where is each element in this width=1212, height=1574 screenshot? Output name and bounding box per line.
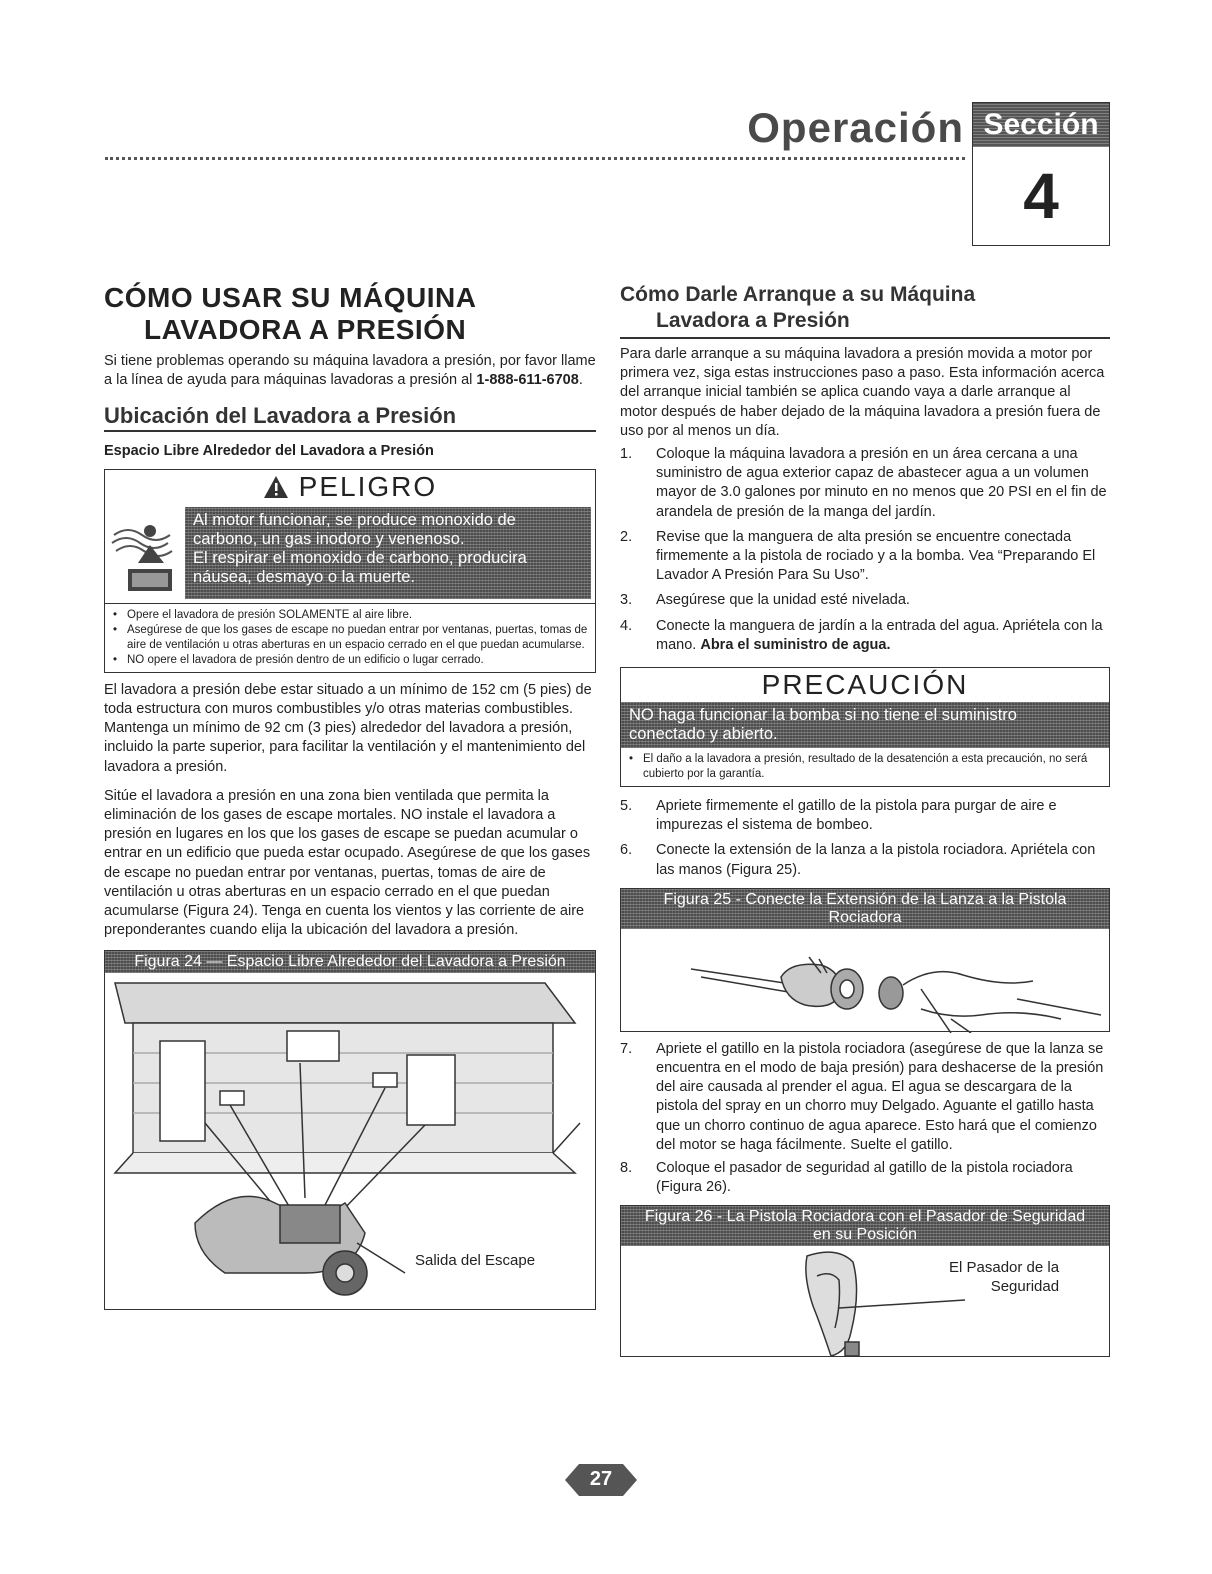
figure-25 — [620, 888, 1110, 1032]
steps-list-c — [620, 1040, 1110, 1198]
lance-connection-drawing — [621, 929, 1107, 1033]
figure-26-caption: Figura 26 - La Pistola Rociadora con el Pasador de Seguridad en su Posición — [621, 1206, 1109, 1246]
main-heading — [104, 282, 596, 346]
list-item: 8. Coloque el pasador de seguridad al gatillo de la pistola rociadora (Figura 26). — [620, 1160, 1073, 1196]
figure-24-caption: Figura 24 — Espacio Libre Alrededor del Lavadora a Presión — [105, 951, 595, 973]
intro-paragraph: Si tiene problemas operando su máquina lavadora a presión, por favor llame a la línea de ayuda para máquinas lavadoras a presión al 1-888-611-6708. — [104, 353, 596, 389]
danger-box — [104, 469, 596, 673]
section-box — [972, 102, 1110, 246]
list-item: 5. Apriete firmemente el gatillo de la pistola para purgar de aire e impurezas el sistema de bombeo. — [620, 798, 1057, 834]
page-title: Operación — [747, 104, 964, 151]
list-item: • El daño a la lavadora a presión, resultado de la desatención a esta precaución, no será cubierto por la garantía. — [627, 752, 1103, 782]
section-number: 4 — [1023, 160, 1059, 232]
caution-bullets — [621, 748, 1109, 786]
list-item: • Opere el lavadora de presión SOLAMENTE al aire libre. — [111, 608, 589, 623]
page-number: 27 — [589, 1468, 613, 1490]
clearance-heading: Espacio Libre Alrededor del Lavadora a Presión — [104, 442, 434, 459]
danger-title: PELIGRO — [105, 470, 595, 507]
figure-26-illustration — [621, 1246, 1109, 1358]
figure-24 — [104, 950, 596, 1310]
exhaust-outlet-label: Salida del Escape — [415, 1252, 536, 1270]
list-item: 4. Conecte la manguera de jardín a la entrada del agua. Apriétela con la mano. Abra el suministro de agua. — [620, 617, 1103, 653]
list-item: 1. Coloque la máquina lavadora a presión en un área cercana a una suministro de agua exterior capaz de abastecer agua a un volumen mayor de 3.0 galones por minuto en no menos que 20 PSI en el fin de arandela de presión de la manga del jardín. — [620, 446, 1107, 520]
list-item: 3. Asegúrese que la unidad esté nivelada. — [620, 592, 910, 609]
helpline-phone: 1-888-611-6708 — [476, 372, 579, 389]
caution-box — [620, 667, 1110, 787]
warning-triangle-icon — [263, 473, 289, 507]
danger-bullets — [105, 603, 595, 672]
list-item: 2. Revise que la manguera de alta presión se encuentre conectada firmemente a la pistola de rociado y a la bomba. Vea “Preparando El Lavador A Presión Para Su Uso”. — [620, 528, 1096, 584]
figure-24-illustration — [105, 973, 595, 1309]
safety-pin-label: El Pasador de la Seguridad — [949, 1259, 1060, 1296]
exhaust-hazard-icon — [105, 507, 185, 603]
danger-band: Al motor funcionar, se produce monoxido de carbono, un gas inodoro y venenoso. El respirar el monoxido de carbono, producira náusea, desmayo o la muerte. — [185, 507, 591, 599]
steps-list-b — [620, 797, 1110, 880]
header-rule — [105, 157, 965, 160]
right-column — [620, 282, 1110, 1357]
main-heading-line2: LAVADORA A PRESIÓN — [144, 314, 467, 345]
clearance-paragraph: El lavadora a presión debe estar situado a un mínimo de 152 cm (5 pies) de toda estructura con muros combustibles y/o otras materias combustibles. Mantenga un mínimo de 92 cm (3 pies) alrededor del lavadora a presión, incluido la parte superior, para facilitar la ventilación y el mantenimiento del lavadora a presión. — [104, 681, 592, 775]
figure-25-caption: Figura 25 - Conecte la Extensión de la Lanza a la Pistola Rociadora — [621, 889, 1109, 929]
danger-band-row — [105, 507, 595, 603]
left-column — [104, 282, 596, 1310]
section-label: Sección — [973, 103, 1109, 147]
steps-list-a — [620, 445, 1110, 655]
list-item: • NO opere el lavadora de presión dentro de un edificio o lugar cerrado. — [111, 653, 589, 668]
ventilation-paragraph: Sitúe el lavadora a presión en una zona bien ventilada que permita la eliminación de los gases de escape mortales. NO instale el lavadora a presión en lugares en los que los gases de escape se puedan acumular o entrar en un edificio que pueda estar ocupado. Asegúrese de que los gases de escape no puedan entrar por ventanas, puertas, tomas de aire de ventilación u otras aberturas en un espacio cerrado en el que puedan acumularse (Figura 24). Tenga en cuenta los vientos y las corriente de aire preponderantes cuando elija la ubicación del lavadora a presión. — [104, 787, 591, 939]
location-heading: Ubicación del Lavadora a Presión — [104, 406, 596, 431]
page-number-badge — [565, 1462, 637, 1498]
list-item: 7. Apriete el gatillo en la pistola rociadora (asegúrese de que la lanza se encuentra en el modo de baja presión) para deshacerse de la presión del aire causada al prender el agua. El agua se descargara de la pistola del spray en un chorro muy Delgado. Aguante el gatillo hasta que un chorro continuo de agua aparece. Esto hará que el comienzo del motor se haga fácilmente. Suelte el gatillo. — [620, 1040, 1104, 1153]
caution-band: NO haga funcionar la bomba si no tiene el suministro conectado y abierto. — [621, 702, 1109, 748]
main-heading-line1: CÓMO USAR SU MÁQUINA — [104, 282, 477, 313]
start-heading: Cómo Darle Arranque a su Máquina Lavadora a Presión — [620, 282, 1110, 339]
caution-title: PRECAUCIÓN — [761, 669, 969, 701]
figure-26 — [620, 1205, 1110, 1357]
list-item: 6. Conecte la extensión de la lanza a la pistola rociadora. Apriétela con las manos (Figura 25). — [620, 842, 1096, 878]
list-item: • Asegúrese de que los gases de escape no puedan entrar por ventanas, puertas, tomas de aire de ventilación u otras aberturas en un espacio cerrado en el que puedan acumularse. — [111, 623, 589, 653]
start-intro: Para darle arranque a su máquina lavadora a presión movida a motor por primera vez, siga estas instrucciones paso a paso. Esta información acerca del arranque inicial también se aplica cuando vaya a darle arranque al motor después de haber dejado de la máquina lavadora a presión fuera de uso por al menos un día. — [620, 346, 1105, 439]
